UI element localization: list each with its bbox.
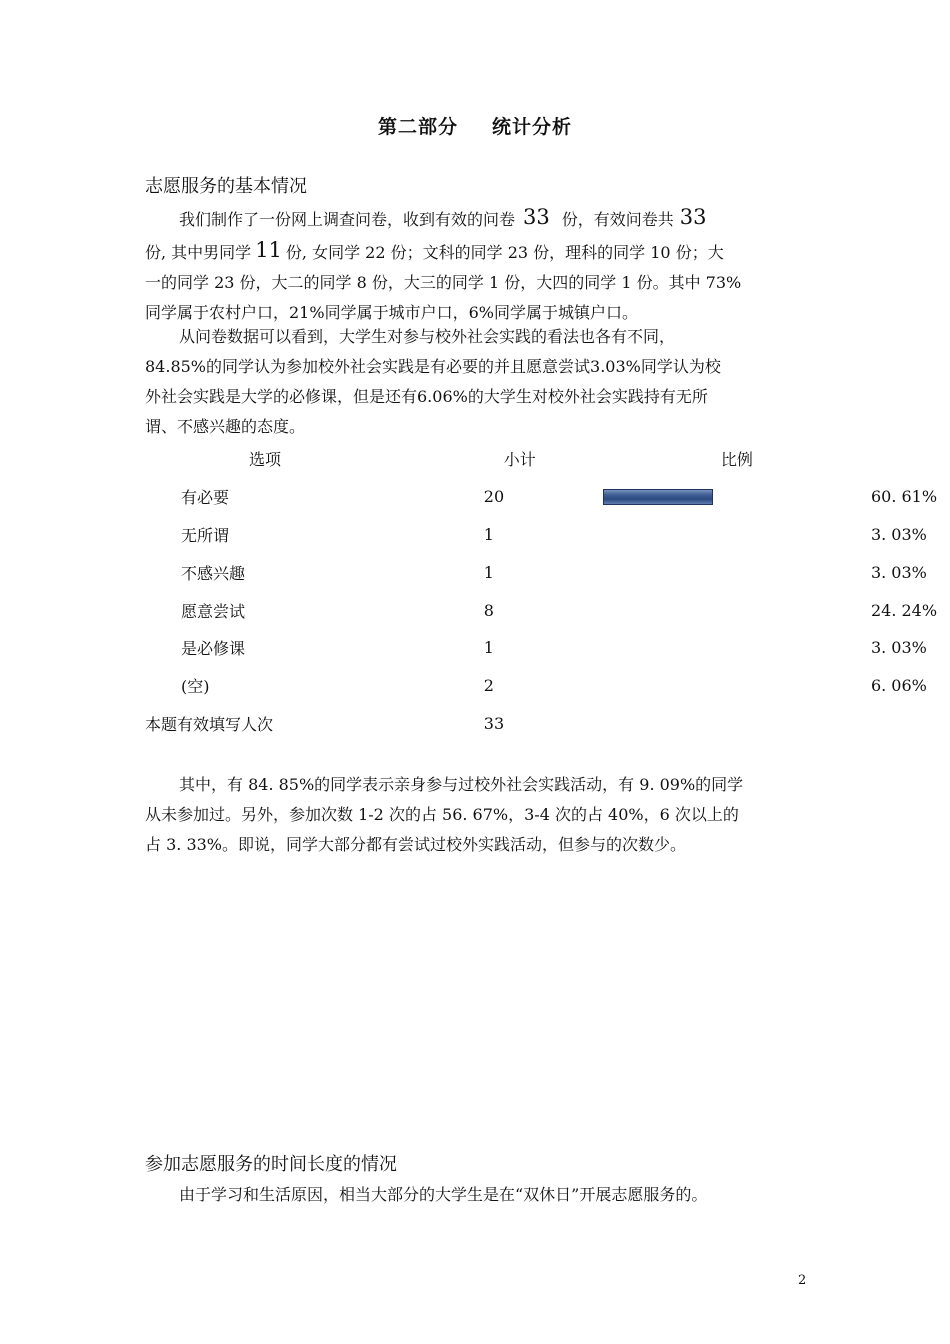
- table-row: [145, 553, 950, 591]
- table-header-row: [145, 440, 950, 478]
- row-option: (空): [181, 677, 210, 697]
- text-line: 占 3. 33%。即说，同学大部分都有尝试过校外实践活动，但参与的次数少。: [145, 835, 687, 854]
- table-row: [145, 667, 950, 705]
- row-count: 20: [483, 487, 505, 507]
- row-count: 8: [483, 600, 494, 620]
- table-row: [145, 629, 950, 667]
- header-option: 选项: [249, 450, 282, 470]
- total-count: 33: [483, 713, 505, 733]
- text-line: 从问卷数据可以看到，大学生对参与校外社会实践的看法也各有不同，: [179, 327, 676, 346]
- text-line: 一的同学 23 份，大二的同学 8 份，大三的同学 1 份，大四的同学 1 份。其中 73%: [145, 273, 742, 292]
- page-number: 2: [798, 1273, 807, 1288]
- row-percent: 24. 24%: [870, 600, 938, 620]
- page-title: [0, 112, 950, 139]
- text-line: 同学属于农村户口，21%同学属于城市户口，6%同学属于城镇户口。: [145, 303, 638, 322]
- row-bar-cell: [603, 667, 871, 705]
- paragraph-weekend: [145, 1180, 820, 1210]
- text-line: 其中，有 84. 85%的同学表示亲身参与过校外社会实践活动，有 9. 09%的同学: [179, 775, 744, 794]
- row-option: 是必修课: [181, 639, 246, 659]
- title-part: 第二部分: [377, 116, 458, 138]
- paragraph-opinions: [145, 322, 820, 442]
- text-line: 外社会实践是大学的必修课，但是还有6.06%的大学生对校外社会实践持有无所: [145, 387, 708, 406]
- section-heading-duration: 参加志愿服务的时间长度的情况: [145, 1154, 397, 1175]
- row-bar-cell: [603, 629, 871, 667]
- row-option: 有必要: [181, 488, 230, 508]
- text-line: 由于学习和生活原因，相当大部分的大学生是在“双休日”开展志愿服务的。: [179, 1185, 708, 1204]
- table-row: [145, 478, 950, 516]
- header-percent: 比例: [720, 450, 753, 470]
- row-count: 2: [483, 676, 494, 696]
- table-total-row: [145, 705, 950, 743]
- survey-results-table: [145, 440, 950, 742]
- row-percent: 6. 06%: [870, 676, 927, 696]
- row-bar-cell: [603, 591, 871, 629]
- row-option: 无所谓: [181, 525, 230, 545]
- paragraph-participation: [145, 770, 820, 860]
- text-line: 我们制作了一份网上调查问卷，收到有效的问卷 33 份，有效问卷共 33: [179, 205, 707, 229]
- text-line: 84.85%的同学认为参加校外社会实践是有必要的并且愿意尝试3.03%同学认为校: [145, 357, 721, 376]
- row-bar-cell: [603, 553, 871, 591]
- row-percent: 3. 03%: [870, 638, 927, 658]
- text-line: 份, 其中男同学 11 份, 女同学 22 份；文科的同学 23 份，理科的同学 10 份；大: [145, 238, 724, 262]
- section-heading-basic: 志愿服务的基本情况: [145, 176, 307, 197]
- row-bar-cell: [603, 516, 871, 554]
- row-option: 不感兴趣: [181, 563, 246, 583]
- row-count: 1: [483, 638, 494, 658]
- table-row: [145, 591, 950, 629]
- title-subject: 统计分析: [492, 116, 573, 138]
- row-count: 1: [483, 524, 494, 544]
- row-option: 愿意尝试: [181, 601, 246, 621]
- header-count: 小计: [503, 450, 536, 470]
- percentage-bar: [603, 489, 713, 505]
- row-count: 1: [483, 562, 494, 582]
- row-percent: 3. 03%: [870, 524, 927, 544]
- row-percent: 60. 61%: [870, 487, 938, 507]
- text-line: 谓、不感兴趣的态度。: [145, 417, 306, 436]
- text-line: 从未参加过。另外，参加次数 1-2 次的占 56. 67%，3-4 次的占 40%，6 次以上的: [145, 805, 739, 824]
- total-label: 本题有效填写人次: [145, 714, 274, 734]
- row-bar-cell: [603, 478, 871, 516]
- table-row: [145, 516, 950, 554]
- paragraph-survey-overview: [145, 202, 820, 328]
- row-percent: 3. 03%: [870, 562, 927, 582]
